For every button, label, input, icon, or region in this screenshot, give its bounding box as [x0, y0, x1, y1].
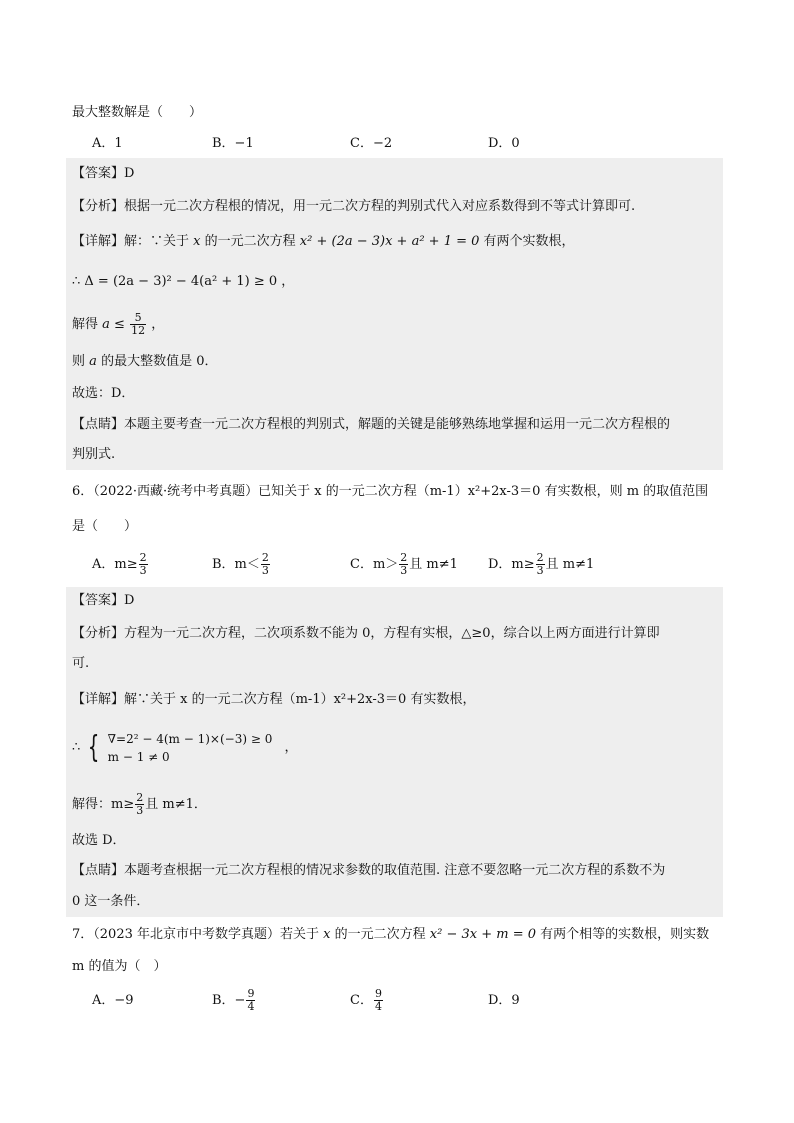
q7-stem-mid: 的一元二次方程 — [334, 927, 426, 942]
q5-detail-prefix: 【详解】解：∵关于 — [72, 234, 190, 249]
q7-stem-suffix: 有两个相等的实数根，则实数 — [540, 927, 710, 942]
q6-system-rows — [108, 730, 273, 766]
q6-stem-1: 6．（2022·西藏·统考中考真题）已知关于 x 的一元二次方程（m-1）x²+2x-3＝0 有实数根，则 m 的取值范围 — [72, 484, 709, 499]
frac-num: 9 — [247, 987, 255, 1000]
q5-stem: 最大整数解是（ ） — [72, 105, 203, 120]
therefore-symbol: ∴ — [72, 740, 81, 755]
q5-solve-suffix: ， — [151, 317, 165, 332]
q5-option-d: D．0 — [488, 136, 520, 151]
q6-solve-prefix: 解得：m≥ — [72, 797, 135, 812]
q6-choose: 故选 D． — [72, 833, 126, 848]
q7-stem-var: x — [323, 927, 331, 942]
q6-detail: 【详解】解∵关于 x 的一元二次方程（m-1）x²+2x-3＝0 有实数根， — [72, 692, 476, 707]
q6-answer: 【答案】D — [72, 593, 135, 608]
q7-option-c-fraction — [374, 988, 383, 1013]
q6-solve-fraction — [135, 792, 144, 817]
q6-option-c-suffix: 且 m≠1 — [409, 557, 458, 572]
frac-num: 9 — [374, 987, 382, 1000]
frac-den: 3 — [136, 804, 144, 817]
q5-max-suffix: 的最大整数值是 0． — [101, 354, 218, 369]
q6-comment-2: 0 这一条件． — [72, 894, 150, 909]
frac-den: 3 — [400, 564, 408, 577]
q6-option-b-fraction — [261, 552, 270, 577]
frac-den: 4 — [247, 1000, 255, 1013]
q6-option-b-text: B．m＜ — [212, 557, 260, 572]
q6-analysis-1: 【分析】方程为一元二次方程，二次项系数不能为 0，方程有实根，△≥0，综合以上两方面进行计算即 — [72, 626, 660, 641]
q6-option-d-suffix: 且 m≠1 — [545, 557, 595, 572]
q6-solve — [72, 792, 207, 818]
q5-detail-mid1: 的一元二次方程 — [204, 234, 296, 249]
q7-option-c — [350, 986, 384, 1016]
q6-option-c-text: C．m＞ — [350, 557, 399, 572]
q5-solve-fraction — [130, 312, 146, 337]
frac-den: 3 — [536, 564, 544, 577]
q6-system-row-1: ∇=2² − 4(m − 1)×(−3) ≥ 0 — [107, 731, 273, 746]
q5-choose: 故选：D． — [72, 386, 135, 401]
frac-den: 3 — [139, 564, 147, 577]
q5-solve-expr: a ≤ — [102, 317, 125, 332]
frac-num: 2 — [400, 551, 408, 564]
q5-max-line: 则 a 的最大整数值是 0． — [72, 354, 218, 369]
q6-system-row-2: m − 1 ≠ 0 — [107, 749, 170, 764]
q7-option-b-text: B．− — [212, 993, 246, 1008]
q5-solve — [72, 310, 164, 340]
q6-stem-2: 是（ ） — [72, 519, 138, 534]
frac-den: 3 — [261, 564, 269, 577]
q6-option-a — [92, 552, 149, 578]
q5-comment-2: 判别式. — [72, 447, 116, 462]
frac-den: 4 — [374, 1000, 382, 1013]
q5-delta: ∴ Δ = (2a − 3)² − 4(a² + 1) ≥ 0 ， — [72, 274, 295, 289]
q5-equation: x² + (2a − 3)x + a² + 1 = 0 — [299, 234, 480, 249]
q5-analysis: 【分析】根据一元二次方程根的情况，用一元二次方程的判别式代入对应系数得到不等式计算即可. — [72, 199, 636, 214]
q7-stem-prefix: 7．（2023 年北京市中考数学真题）若关于 — [72, 927, 319, 942]
q5-frac-num: 5 — [130, 312, 146, 325]
q7-option-c-text: C． — [350, 993, 373, 1008]
q5-detail: 【详解】解：∵关于 x 的一元二次方程 x² + (2a − 3)x + a² + 1 = 0 有两个实数根， — [72, 234, 575, 249]
q6-option-c — [350, 552, 458, 578]
q7-stem-2: m 的值为（ ） — [72, 959, 167, 974]
frac-num: 2 — [261, 551, 269, 564]
q5-frac-den: 12 — [131, 324, 146, 337]
q6-system-suffix: ， — [284, 740, 298, 755]
q6-analysis-2: 可. — [72, 656, 90, 671]
q6-option-a-fraction — [139, 552, 148, 577]
q7-option-b-fraction — [246, 988, 255, 1013]
frac-num: 2 — [139, 551, 147, 564]
q5-max-prefix: 则 — [72, 354, 86, 369]
q7-option-a: A．−9 — [92, 993, 134, 1008]
q6-comment-1: 【点睛】本题考查根据一元二次方程根的情况求参数的取值范围. 注意不要忽略一元二次方程的系数不为 — [72, 863, 666, 878]
left-brace-icon: { — [88, 729, 100, 765]
q7-option-b — [212, 986, 256, 1016]
q6-solve-suffix: 且 m≠1． — [145, 797, 207, 812]
q5-detail-mid2: 有两个实数根， — [483, 234, 575, 249]
q7-equation: x² − 3x + m = 0 — [429, 927, 536, 942]
q5-option-b: B．−1 — [212, 136, 254, 151]
frac-num: 2 — [136, 791, 144, 804]
q6-option-d-text: D．m≥ — [488, 557, 535, 572]
q6-system — [72, 728, 298, 768]
frac-num: 2 — [536, 551, 544, 564]
q5-comment-1: 【点睛】本题主要考查一元二次方程根的判别式，解题的关键是能够熟练地掌握和运用一元二次方程根的 — [72, 417, 671, 432]
q5-solve-prefix: 解得 — [72, 317, 99, 332]
q6-option-d — [488, 552, 594, 578]
q5-option-c: C．−2 — [350, 136, 393, 151]
q6-option-c-fraction — [399, 552, 408, 577]
q7-stem-1 — [72, 926, 709, 944]
q7-option-d: D．9 — [488, 993, 520, 1008]
q6-option-d-fraction — [536, 552, 545, 577]
q6-option-a-text: A．m≥ — [92, 557, 138, 572]
q5-option-a: A．1 — [92, 136, 123, 151]
q5-answer: 【答案】D — [72, 166, 135, 181]
q6-option-b — [212, 552, 271, 578]
